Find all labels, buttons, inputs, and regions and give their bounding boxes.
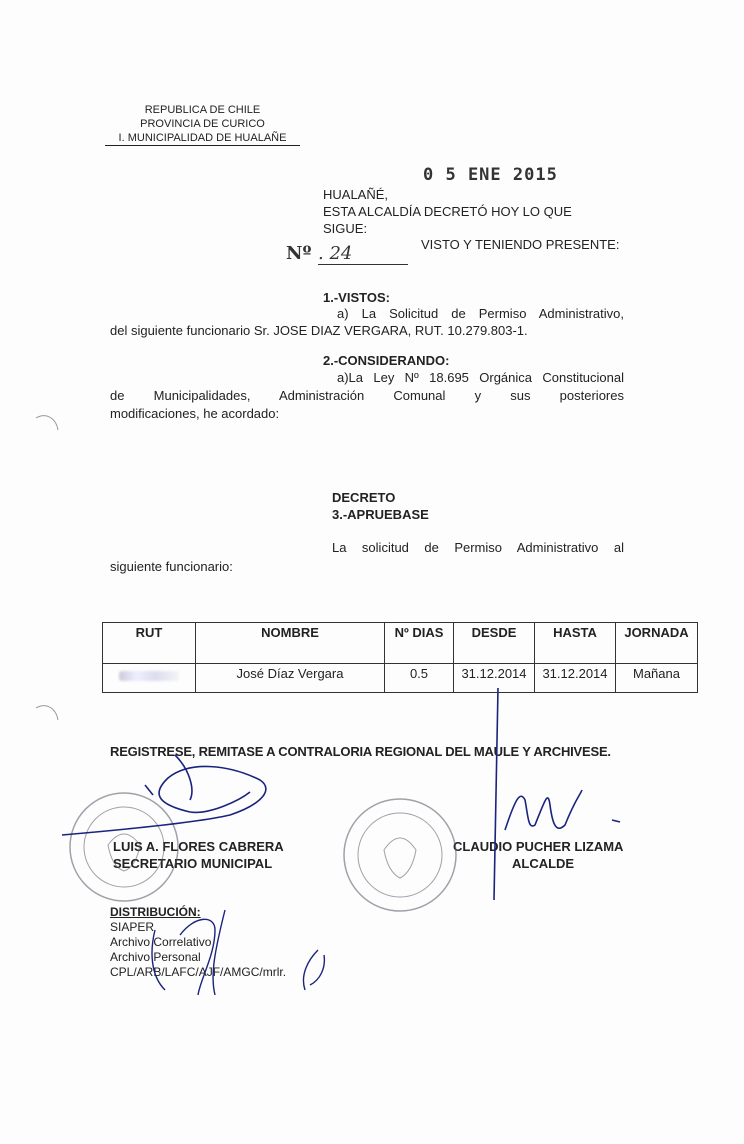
col-header-desde: DESDE [454,623,535,664]
vistos-heading: 1.-VISTOS: [323,290,390,305]
decreto-subheading: 3.-APRUEBASE [332,507,429,522]
right-municipal-stamp [344,799,456,911]
scan-hole-mark [36,416,58,430]
cell-hasta: 31.12.2014 [535,664,616,693]
decree-number-handwritten: . 24 [318,243,408,265]
intro-line-1: ESTA ALCALDÍA DECRETÓ HOY LO QUE [323,204,572,219]
decreto-line-1: La solicitud de Permiso Administrativo al [332,540,624,555]
date-stamp: 0 5 ENE 2015 [423,165,558,185]
secretary-title: SECRETARIO MUNICIPAL [113,856,273,871]
cell-jornada: Mañana [616,664,698,693]
col-header-hasta: HASTA [535,623,616,664]
closing-line: REGISTRESE, REMITASE A CONTRALORIA REGIONAL DEL MAULE Y ARCHIVESE. [110,744,611,759]
cell-dias: 0.5 [385,664,454,693]
header-republic: REPUBLICA DE CHILE [144,104,261,116]
scan-hole-mark [36,706,58,720]
handwritten-initials [152,910,324,995]
header-province: PROVINCIA DE CURICO [140,118,265,130]
col-header-dias: Nº DIAS [385,623,454,664]
considerando-line-3: modificaciones, he acordado: [110,406,280,421]
col-header-rut: RUT [103,623,196,664]
decreto-heading: DECRETO [332,490,396,505]
distribution-item: SIAPER [110,920,155,934]
vistos-line-1: a) La Solicitud de Permiso Administrativo, [337,306,624,321]
considerando-line-1: a)La Ley Nº 18.695 Orgánica Constitucional [337,370,624,385]
visto-line: VISTO Y TENIENDO PRESENTE: [421,237,620,252]
distribution-item: Archivo Correlativo [110,935,212,949]
secretary-name: LUIS A. FLORES CABRERA [113,839,284,854]
left-municipal-stamp [70,793,178,901]
mayor-signature [494,688,620,900]
mayor-title: ALCALDE [512,856,575,871]
distribution-item: Archivo Personal [110,950,201,964]
distribution-title: DISTRIBUCIÓN: [110,905,201,919]
decreto-line-2: siguiente funcionario: [110,559,233,574]
considerando-heading: 2.-CONSIDERANDO: [323,353,450,368]
col-header-nombre: NOMBRE [196,623,385,664]
intro-line-2: SIGUE: [323,221,368,236]
mayor-name: CLAUDIO PUCHER LIZAMA [453,839,624,854]
vistos-line-2: del siguiente funcionario Sr. JOSE DIAZ VERGARA, RUT. 10.279.803-1. [110,323,528,338]
cell-nombre: José Díaz Vergara [196,664,385,693]
header-municipality: I. MUNICIPALIDAD DE HUALAÑE [105,131,300,146]
considerando-line-2: de Municipalidades, Administración Comunal y sus posteriores [110,388,624,403]
distribution-item: CPL/ARB/LAFC/AJF/AMGC/mrlr. [110,965,287,979]
col-header-jornada: JORNADA [616,623,698,664]
decree-number-label: Nº [286,243,312,264]
place-line: HUALAÑÉ, [323,187,389,202]
cell-desde: 31.12.2014 [454,664,535,693]
